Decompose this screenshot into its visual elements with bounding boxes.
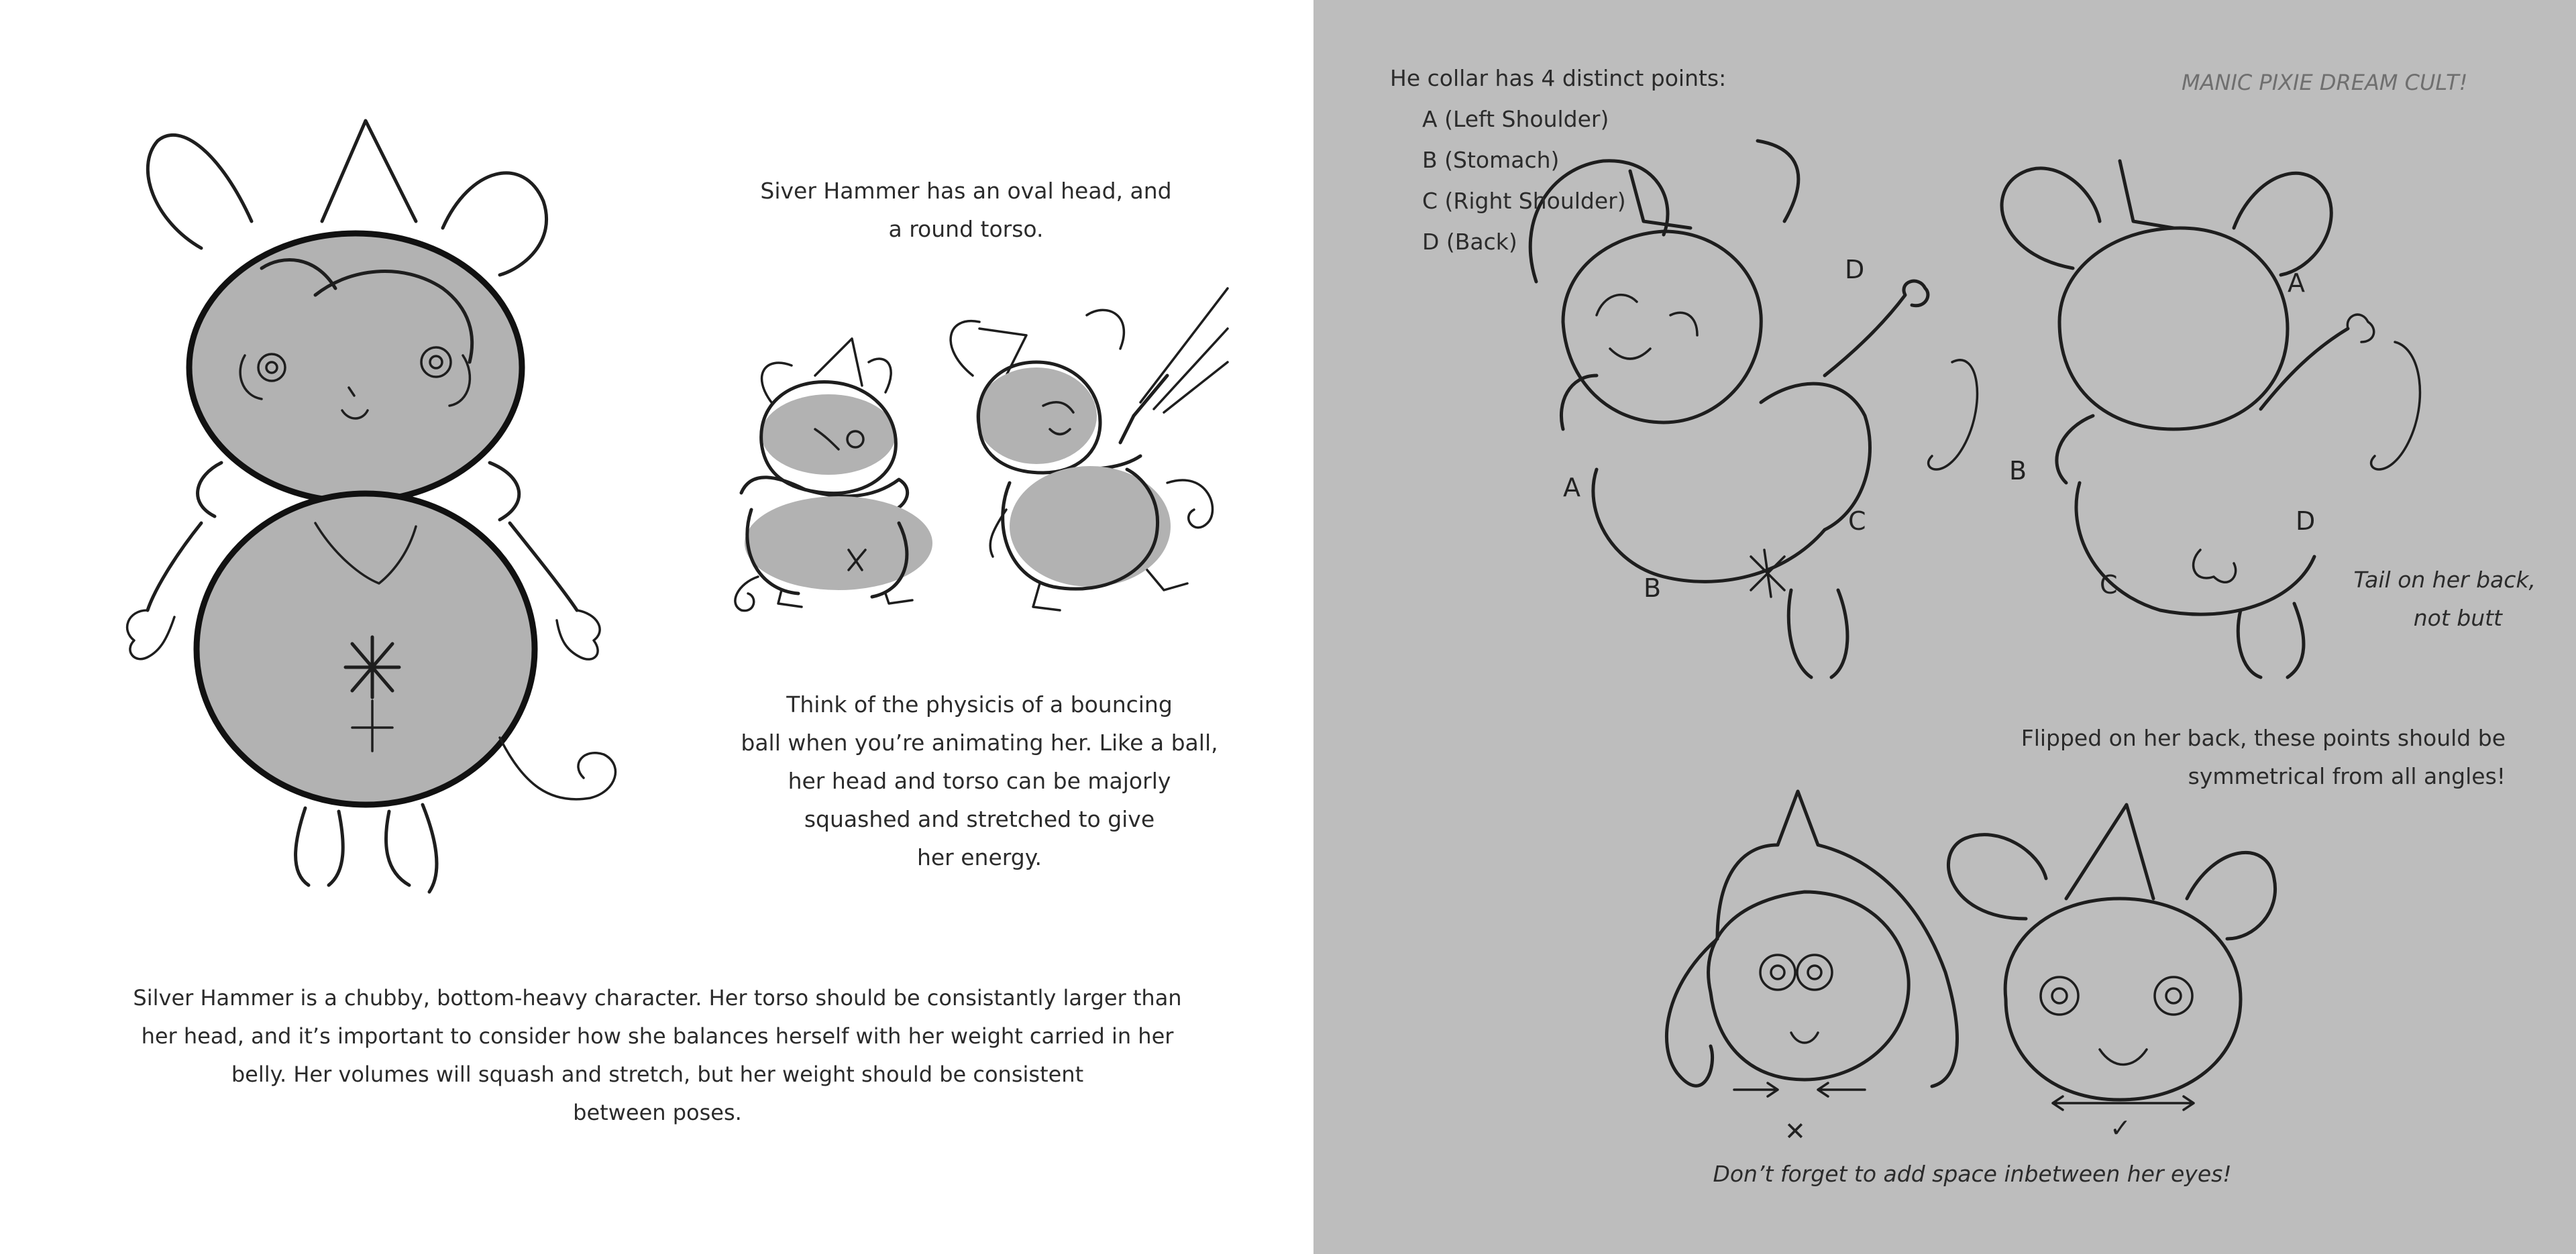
- back-label-c: C: [2100, 570, 2118, 600]
- eyes-right-mark: ✓: [2110, 1113, 2131, 1143]
- brand-watermark: MANIC PIXIE DREAM CULT!: [2182, 70, 2468, 95]
- flip-note-line-2: symmetrical from all angles!: [2188, 763, 2506, 789]
- collar-point-a: A (Left Shoulder): [1422, 106, 1609, 132]
- front-label-d: D: [1845, 255, 1865, 284]
- eyes-wrong-face: [1666, 791, 1957, 1146]
- body-note-line-2: her head, and it’s important to consider how she balances herself with her weight carried in her: [141, 1023, 1174, 1049]
- collar-points-list: [1390, 58, 1806, 262]
- collar-point-d: D (Back): [1422, 229, 1517, 255]
- physics-line-5: her energy.: [916, 844, 1042, 870]
- small-pose-2: [951, 288, 1228, 610]
- tail-note-line-1: Tail on her back,: [2353, 567, 2536, 593]
- body-note-line-3: belly. Her volumes will squash and stretch, but her weight should be consistent: [231, 1062, 1084, 1087]
- large-volume-character: [127, 121, 616, 892]
- eye-spacing-note: Don’t forget to add space inbetween her eyes!: [1713, 1161, 2232, 1187]
- flip-note-line-1: Flipped on her back, these points should be: [2021, 725, 2506, 751]
- tail-note-line-2: not butt: [2413, 605, 2502, 631]
- small-pose-1: [735, 339, 932, 611]
- physics-line-3: her head and torso can be majorly: [788, 768, 1171, 794]
- collar-point-b: B (Stomach): [1422, 147, 1560, 173]
- physics-line-2: ball when you’re animating her. Like a ball,: [741, 730, 1218, 756]
- front-label-c: C: [1848, 506, 1866, 536]
- eyes-right-face: [1948, 805, 2275, 1143]
- body-weight-note: [101, 979, 1214, 1132]
- head-shape-line-1: Siver Hammer has an oval head, and: [760, 178, 1172, 204]
- body-note-line-4: between poses.: [573, 1100, 742, 1125]
- eyes-wrong-mark: ✕: [1784, 1117, 1806, 1146]
- head-shape-line-2: a round torso.: [888, 216, 1044, 242]
- flip-symmetry-note: [1986, 719, 2506, 795]
- body-note-line-1: Silver Hammer is a chubby, bottom-heavy character. Her torso should be consistantly larger than: [133, 985, 1182, 1011]
- bounce-physics-note: [711, 685, 1248, 876]
- back-label-b: B: [2009, 456, 2027, 486]
- back-label-d: D: [2296, 506, 2316, 536]
- tail-note: [2308, 561, 2536, 637]
- head-shape-note: [711, 172, 1221, 248]
- physics-line-1: Think of the physicis of a bouncing: [786, 691, 1173, 718]
- front-label-b: B: [1644, 573, 1662, 603]
- collar-heading: He collar has 4 distinct points:: [1390, 65, 1727, 91]
- collar-point-c: C (Right Shoulder): [1422, 188, 1626, 214]
- front-label-a: A: [1563, 473, 1580, 502]
- physics-line-4: squashed and stretched to give: [804, 806, 1155, 832]
- back-label-a: A: [2288, 268, 2305, 298]
